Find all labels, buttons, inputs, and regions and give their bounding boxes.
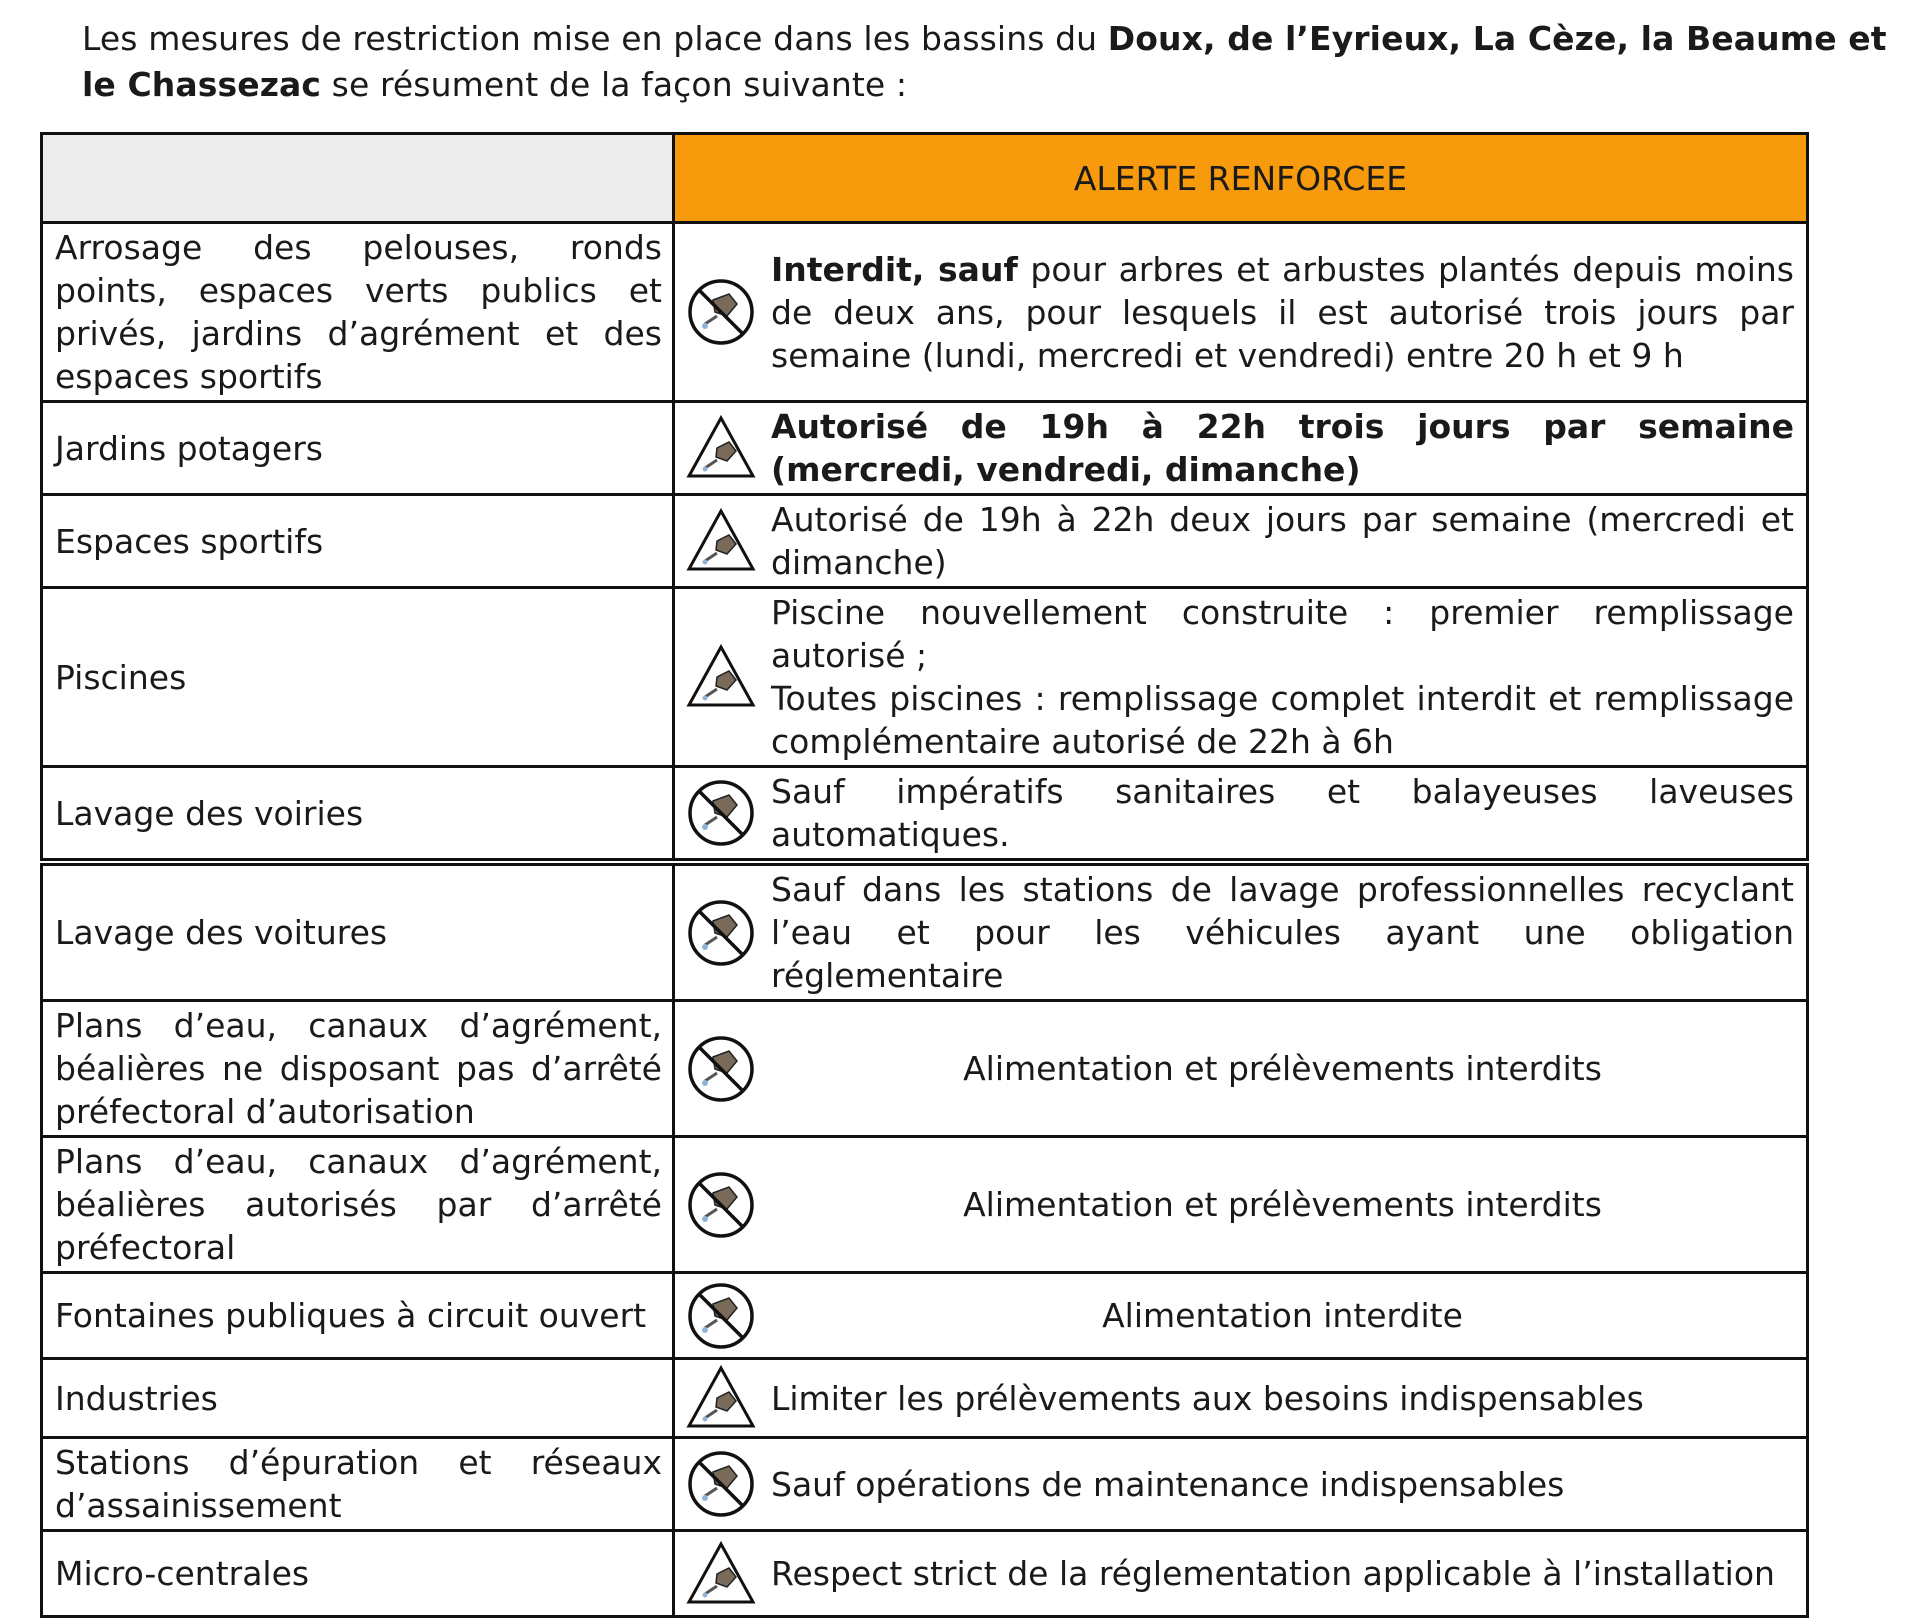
prohibited-icon: [683, 1167, 759, 1243]
table-row: [42, 1531, 1808, 1617]
restriction-detail-text: Sauf opérations de maintenance indispensables: [771, 1464, 1565, 1504]
restriction-detail-text: Alimentation et prélèvements interdits: [963, 1049, 1602, 1088]
prohibited-icon: [683, 775, 759, 851]
restriction-text: [767, 1461, 1806, 1508]
table-row: [42, 1273, 1808, 1359]
use-category-label: Espaces sportifs: [42, 495, 674, 588]
table-row: [42, 767, 1808, 860]
use-category-label: Industries: [42, 1359, 674, 1438]
table-row: [42, 1001, 1808, 1137]
restriction-cell: [674, 1137, 1808, 1273]
restriction-detail-text: Piscine nouvellement construite : premier remplissage autorisé ;: [771, 593, 1794, 675]
table-row: [42, 1359, 1808, 1438]
restriction-cell: [674, 1531, 1808, 1617]
restriction-detail-text: Alimentation interdite: [1102, 1296, 1463, 1335]
restriction-detail-text: pour arbres et arbustes plantés depuis moins de deux ans, pour lesquels il est autorisé trois jours par semaine (lundi, mercredi et vendredi) entre 20 h et 9 h: [771, 249, 1794, 375]
use-category-label: Fontaines publiques à circuit ouvert: [42, 1273, 674, 1359]
warning-icon: [683, 410, 759, 486]
restriction-bold-text: Autorisé de 19h à 22h trois jours par semaine (mercredi, vendredi, dimanche): [771, 407, 1794, 489]
restriction-cell: [674, 1438, 1808, 1531]
restriction-cell: [674, 1273, 1808, 1359]
restriction-detail-text: Limiter les prélèvements aux besoins indispensables: [771, 1378, 1644, 1418]
restriction-bold-text: Interdit, sauf: [771, 249, 1018, 289]
warning-icon: [683, 1536, 759, 1612]
use-category-label: Micro-centrales: [42, 1531, 674, 1617]
restriction-text: [767, 589, 1806, 765]
restriction-detail-text-2: Toutes piscines : remplissage complet interdit et remplissage complémentaire autorisé de 22h à 6h: [771, 679, 1794, 761]
restriction-detail-text: Sauf impératifs sanitaires et balayeuses laveuses automatiques.: [771, 772, 1794, 854]
use-category-label: Stations d’épuration et réseaux d’assainissement: [42, 1438, 674, 1531]
intro-text-2: se résument de la façon suivante :: [321, 65, 908, 104]
restriction-cell: [674, 1359, 1808, 1438]
restriction-detail-text: Respect strict de la réglementation applicable à l’installation: [771, 1554, 1775, 1593]
restriction-text: [767, 403, 1806, 493]
restriction-text: [767, 1292, 1806, 1339]
table-row: [42, 588, 1808, 767]
restriction-text: [767, 246, 1806, 379]
use-category-label: Jardins potagers: [42, 402, 674, 495]
restriction-cell: [674, 588, 1808, 767]
restriction-cell: [674, 865, 1808, 1001]
table-row: [42, 1438, 1808, 1531]
table-row: [42, 1137, 1808, 1273]
use-category-label: Lavage des voiries: [42, 767, 674, 860]
warning-icon: [683, 1360, 759, 1436]
header-empty-cell: [42, 134, 674, 223]
restriction-cell: [674, 223, 1808, 402]
intro-bold-basins: Doux, de l’Eyrieux, La Cèze, la Beaume et le Chassezac: [82, 19, 1887, 104]
restriction-text: [767, 768, 1806, 858]
prohibited-icon: [683, 1278, 759, 1354]
restriction-text: [767, 1045, 1806, 1092]
restrictions-table: [40, 132, 1809, 1618]
use-category-label: Plans d’eau, canaux d’agrément, béalières autorisés par d’arrêté préfectoral: [42, 1137, 674, 1273]
table-row: [42, 223, 1808, 402]
restriction-text: [767, 1181, 1806, 1228]
prohibited-icon: [683, 1446, 759, 1522]
restriction-detail-text: Autorisé de 19h à 22h deux jours par semaine (mercredi et dimanche): [771, 500, 1794, 582]
restriction-cell: [674, 495, 1808, 588]
restriction-cell: [674, 1001, 1808, 1137]
use-category-label: Plans d’eau, canaux d’agrément, béalières ne disposant pas d’arrêté préfectoral d’autorisation: [42, 1001, 674, 1137]
alert-level-header: ALERTE RENFORCEE: [674, 134, 1808, 223]
intro-text-1: Les mesures de restriction mise en place dans les bassins du: [82, 19, 1108, 58]
prohibited-icon: [683, 1031, 759, 1107]
restriction-text: [767, 866, 1806, 999]
use-category-label: Lavage des voitures: [42, 865, 674, 1001]
restrictions-table-wrapper: [40, 132, 1806, 1618]
intro-paragraph: [82, 16, 1902, 108]
restriction-text: [767, 496, 1806, 586]
table-body: [42, 223, 1808, 1617]
warning-icon: [683, 503, 759, 579]
table-row: [42, 865, 1808, 1001]
restriction-text: [767, 1375, 1806, 1422]
prohibited-icon: [683, 895, 759, 971]
table-row: [42, 495, 1808, 588]
restriction-cell: [674, 402, 1808, 495]
use-category-label: Piscines: [42, 588, 674, 767]
restriction-cell: [674, 767, 1808, 860]
prohibited-icon: [683, 274, 759, 350]
table-row: [42, 402, 1808, 495]
use-category-label: Arrosage des pelouses, ronds points, espaces verts publics et privés, jardins d’agrément et des espaces sportifs: [42, 223, 674, 402]
table-header-row: [42, 134, 1808, 223]
restriction-text: [767, 1550, 1806, 1597]
restriction-detail-text: Sauf dans les stations de lavage professionnelles recyclant l’eau et pour les véhicules ayant une obligation réglementaire: [771, 870, 1794, 995]
restriction-detail-text: Alimentation et prélèvements interdits: [963, 1185, 1602, 1224]
warning-icon: [683, 639, 759, 715]
